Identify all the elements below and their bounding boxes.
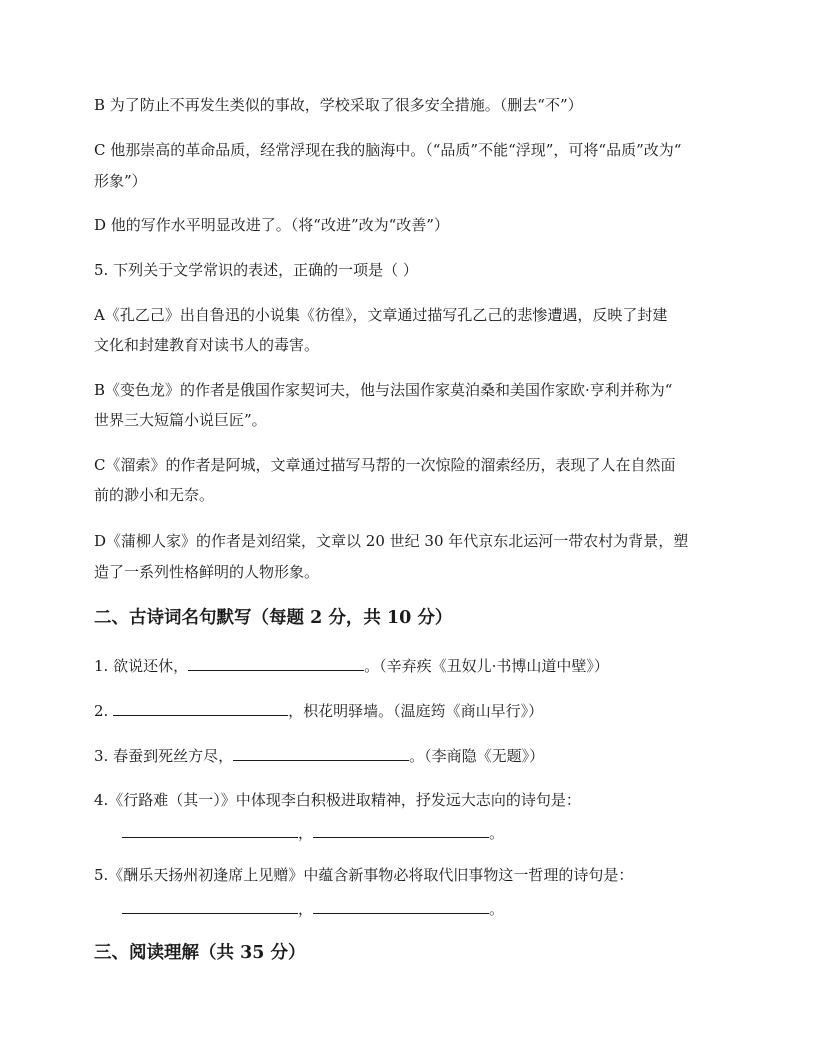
- poem-q4-separator: ，: [298, 824, 314, 842]
- section2-title: 二、古诗词名句默写（每题 2 分，共 10 分）: [94, 608, 453, 628]
- q4-option-c-line1: C 他那崇高的革命品质，经常浮现在我的脑海中。（“品质”不能“浮现”，可将“品质”改为“: [94, 141, 682, 159]
- section3-title: 三、阅读理解（共 35 分）: [94, 943, 306, 963]
- q5-option-d-line1: D《蒲柳人家》的作者是刘绍棠，文章以 20 世纪 30 年代京东北运河一带农村为背景，塑: [94, 532, 689, 550]
- poem-q4-blank-2[interactable]: [313, 822, 489, 838]
- poem-q3: [94, 745, 544, 766]
- poem-q5-stem: 5.《酬乐天扬州初逢席上见赠》中蕴含新事物必将取代旧事物这一哲理的诗句是：: [94, 866, 634, 884]
- q4-option-c-line2: 形象”）: [94, 172, 147, 190]
- q4-option-b: B 为了防止不再发生类似的事故，学校采取了很多安全措施。（删去“不”）: [94, 96, 583, 114]
- q5-option-b-line2: 世界三大短篇小说巨匠”。: [94, 411, 267, 429]
- poem-q1-suffix: 。（辛弃疾《丑奴儿·书博山道中壁》）: [364, 657, 609, 675]
- poem-q1-prefix: 1. 欲说还休，: [94, 657, 189, 675]
- poem-q4-end: 。: [489, 824, 505, 842]
- poem-q3-prefix: 3. 春蚕到死丝方尽，: [94, 747, 234, 765]
- poem-q2-suffix: ，枳花明驿墙。（温庭筠《商山早行》）: [288, 702, 544, 720]
- poem-q2-blank[interactable]: [113, 700, 288, 716]
- poem-q5-answer: [122, 898, 504, 919]
- poem-q2: [94, 700, 543, 721]
- poem-q2-prefix: 2.: [94, 702, 114, 720]
- poem-q4-stem: 4.《行路难（其一）》中体现李白积极进取精神，抒发远大志向的诗句是：: [94, 791, 581, 809]
- q5-option-a-line2: 文化和封建教育对读书人的毒害。: [94, 336, 320, 354]
- poem-q5-blank-2[interactable]: [313, 898, 489, 914]
- q5-option-c-line1: C《溜索》的作者是阿城，文章通过描写马帮的一次惊险的溜索经历，表现了人在自然面: [94, 456, 676, 474]
- q5-option-a-line1: A《孔乙己》出自鲁迅的小说集《彷徨》，文章通过描写孔乙己的悲惨遭遇，反映了封建: [94, 306, 668, 324]
- poem-q1: [94, 655, 609, 676]
- poem-q5-end: 。: [489, 900, 505, 918]
- q5-option-d-line2: 造了一系列性格鲜明的人物形象。: [94, 563, 320, 581]
- poem-q4-blank-1[interactable]: [122, 822, 298, 838]
- poem-q5-blank-1[interactable]: [122, 898, 298, 914]
- poem-q5-separator: ，: [298, 900, 314, 918]
- q5-option-b-line1: B《变色龙》的作者是俄国作家契诃夫，他与法国作家莫泊桑和美国作家欧·亨利并称为“: [94, 381, 673, 399]
- poem-q3-suffix: 。（李商隐《无题》）: [409, 747, 545, 765]
- poem-q1-blank[interactable]: [188, 655, 364, 671]
- q5-stem: 5. 下列关于文学常识的表述，正确的一项是（ ）: [94, 261, 418, 279]
- poem-q3-blank[interactable]: [233, 745, 409, 761]
- q5-option-c-line2: 前的渺小和无奈。: [94, 486, 215, 504]
- q4-option-d: D 他的写作水平明显改进了。（将“改进”改为“改善”）: [94, 216, 449, 234]
- poem-q4-answer: [122, 822, 504, 843]
